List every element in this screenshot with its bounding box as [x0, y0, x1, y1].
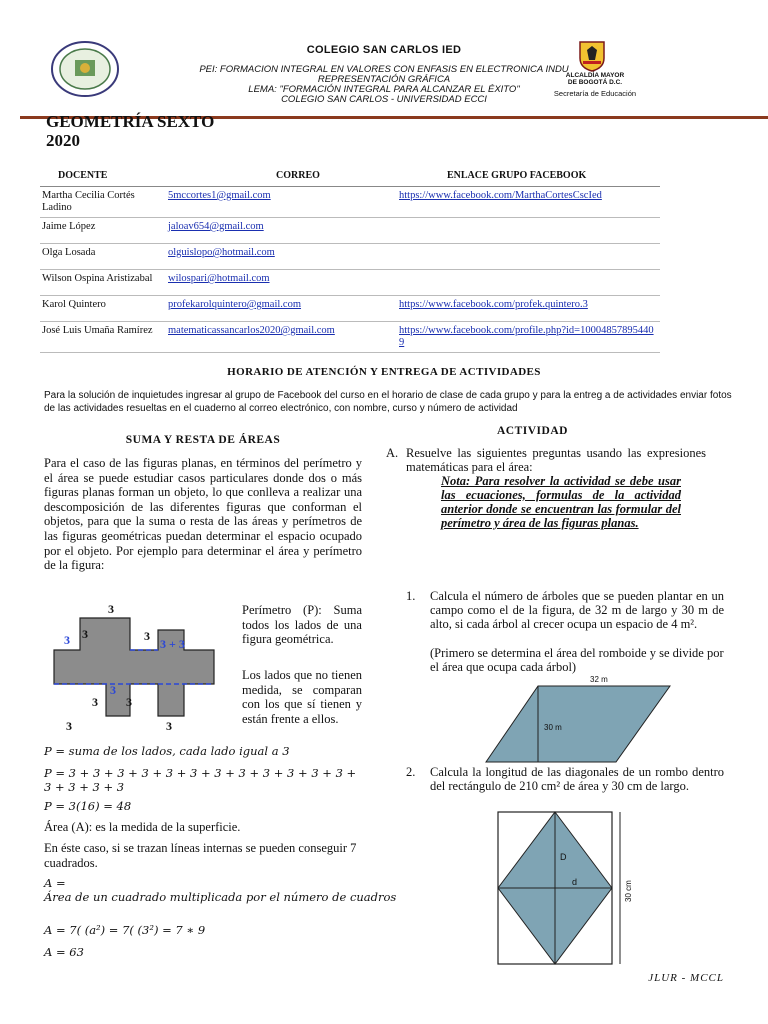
bogota-crest: [575, 40, 609, 72]
teacher-email[interactable]: olguislopo@hotmail.com: [168, 247, 275, 258]
eq-perimeter-result: P = 3(16) = 48: [44, 799, 132, 813]
subject-block: [46, 112, 214, 150]
teacher-facebook[interactable]: https://www.facebook.com/profile.php?id=100048578954409: [399, 325, 654, 348]
header-representacion: REPRESENTACIÓN GRÁFICA: [317, 74, 451, 85]
table-row: [40, 244, 660, 270]
school-name: COLEGIO SAN CARLOS IED: [306, 44, 462, 56]
teacher-name: José Luis Umaña Ramírez: [40, 322, 166, 353]
teacher-name: Martha Cecilia Cortés Ladino: [40, 187, 166, 218]
eq-perimeter-sum-2: 3 + 3 + 3 + 3: [44, 780, 125, 794]
teacher-name: Karol Quintero: [40, 296, 166, 322]
teacher-name: Olga Losada: [40, 244, 166, 270]
footer-initials: JLUR - MCCL: [648, 972, 724, 984]
rhombus-figure: [494, 808, 638, 968]
header-lema: LEMA: "FORMACIÓN INTEGRAL PARA ALCANZAR EL ÉXITO": [248, 84, 520, 95]
area-definition: Área (A): es la medida de la superficie.: [44, 820, 241, 834]
eq-area-calc: A = 7( (a²) = 7( (3²) = 7 ∗ 9: [44, 923, 206, 937]
q1-number: 1.: [406, 589, 416, 603]
secretaria-educacion: Secretaría de Educación: [553, 89, 637, 98]
eq-area-def: Área de un cuadrado multiplicada por el número de cuadros: [44, 890, 397, 904]
table-row: [40, 270, 660, 296]
romboid-top-label: 32 m: [590, 675, 608, 684]
table-row: [40, 296, 660, 322]
alcaldia-line2: DE BOGOTÁ D.C.: [567, 79, 623, 86]
eq-perimeter-sum-1: P = 3 + 3 + 3 + 3 + 3 + 3 + 3 + 3 + 3 + 3 + 3 + 3 +: [44, 766, 357, 780]
fig-label-bottom-1: 3: [92, 695, 98, 709]
left-section-title: SUMA Y RESTA DE ÁREAS: [125, 434, 281, 446]
area-case: En éste caso, si se trazan líneas internas se pueden conseguir 7 cuadrados.: [44, 841, 357, 870]
teacher-facebook: [397, 244, 660, 270]
q2-text: Calcula la longitud de las diagonales de un rombo dentro del rectángulo de 210 cm² de área y 30 cm de largo.: [430, 765, 724, 793]
teacher-facebook[interactable]: https://www.facebook.com/profek.quintero.3: [399, 299, 588, 310]
fig-label-left: 3: [64, 633, 70, 647]
eq-perimeter-def: P = suma de los lados, cada lado igual a 3: [44, 744, 290, 758]
q2-number: 2.: [406, 765, 416, 779]
fig-label-mid-small: 3: [144, 629, 150, 643]
teacher-email[interactable]: jaloav654@gmail.com: [168, 221, 264, 232]
teacher-email[interactable]: 5mccortes1@gmail.com: [168, 190, 271, 201]
romboid-height-label: 30 m: [544, 723, 562, 732]
teachers-table: [40, 168, 660, 353]
col-facebook: ENLACE GRUPO FACEBOOK: [397, 168, 660, 187]
fig-label-bottom-2: 3: [126, 695, 132, 709]
q1-hint: (Primero se determina el área del romboide y se divide por el área que ocupa cada árbol): [430, 646, 724, 674]
schedule-title: HORARIO DE ATENCIÓN Y ENTREGA DE ACTIVIDADES: [227, 366, 541, 378]
eq-area-a: A =: [44, 876, 66, 890]
subject-title: GEOMETRÍA SEXTO: [46, 112, 215, 131]
item-a-text: Resuelve las siguientes preguntas usando las expresiones matemáticas para el área:: [406, 446, 706, 474]
lados-text: Los lados que no tienen medida, se comparan con los que sí tienen y están frente a ellos.: [242, 668, 362, 726]
left-intro-paragraph: Para el caso de las figuras planas, en términos del perímetro y el área se puede estudiar casos particulares donde dos o más figuras planas forman un objeto, lo que conlleva a realizar una descomposición de las diferentes figuras que conforman el objetos, para que la suma o resta de las áreas y perímetros de las figuras geométricas puedan determinar el espacio ocupado por el objeto. Por ejemplo para determinar el área y perímetro de la figura:: [44, 456, 362, 573]
teacher-facebook: [397, 218, 660, 244]
nota-text: Nota: Para resolver la actividad se debe usar las ecuaciones, formulas de la actividad anterior donde se encuentran las formular del perímetro y área de las figuras planas.: [441, 474, 681, 530]
subject-year: 2020: [46, 131, 80, 150]
fig-label-center: 3: [110, 683, 116, 697]
activity-title: ACTIVIDAD: [497, 425, 568, 437]
teacher-facebook[interactable]: https://www.facebook.com/MarthaCortesCscIed: [399, 190, 602, 201]
fig-label-left-small: 3: [82, 627, 88, 641]
eq-area-result: A = 63: [44, 945, 84, 959]
header-colegio: COLEGIO SAN CARLOS - UNIVERSIDAD ECCI: [281, 94, 487, 105]
header-pei: PEI: FORMACION INTEGRAL EN VALORES CON ENFASIS EN ELECTRONICA INDU: [199, 64, 569, 75]
item-a-letter: A.: [386, 446, 399, 460]
perimetro-text: Perímetro (P): Suma todos los lados de una figura geométrica.: [242, 603, 362, 647]
col-correo: CORREO: [166, 168, 397, 187]
q1-text: Calcula el número de árboles que se pueden plantar en un campo como el de la figura, de 32 m de largo y 30 m de alto, si cada árbol al crecer ocupa un espacio de 4 m².: [430, 589, 724, 631]
teacher-name: Wilson Ospina Aristizabal: [40, 270, 166, 296]
fig-label-mid: 3 + 3: [160, 637, 185, 651]
teacher-email[interactable]: wilospari@hotmail.com: [168, 273, 270, 284]
teacher-facebook: [397, 270, 660, 296]
fig-label-top: 3: [108, 602, 114, 616]
teacher-email[interactable]: profekarolquintero@gmail.com: [168, 299, 302, 310]
fig-label-bottom-4: 3: [166, 719, 172, 733]
composite-figure: [48, 600, 236, 736]
rhombus-D-label: D: [560, 852, 567, 862]
rhombus-side-label: 30 cm: [624, 880, 633, 902]
table-row: [40, 187, 660, 218]
rhombus-d-label: d: [572, 877, 578, 887]
romboid-figure: [482, 674, 672, 766]
table-row: [40, 218, 660, 244]
alcaldia-line1: ALCALDÍA MAYOR: [565, 72, 625, 79]
col-docente: DOCENTE: [40, 168, 166, 187]
table-row: [40, 322, 660, 353]
intro-paragraph: Para la solución de inquietudes ingresar al grupo de Facebook del curso en el horario de clase de cada grupo y para la entreg a de actividades enviar fotos de las actividades resueltas en el cuaderno al correo electrónico, con nombre, curso y número de actividad: [44, 390, 732, 414]
teacher-name: Jaime López: [40, 218, 166, 244]
teacher-email[interactable]: matematicassancarlos2020@gmail.com: [168, 325, 335, 336]
fig-label-bottom-3: 3: [66, 719, 72, 733]
